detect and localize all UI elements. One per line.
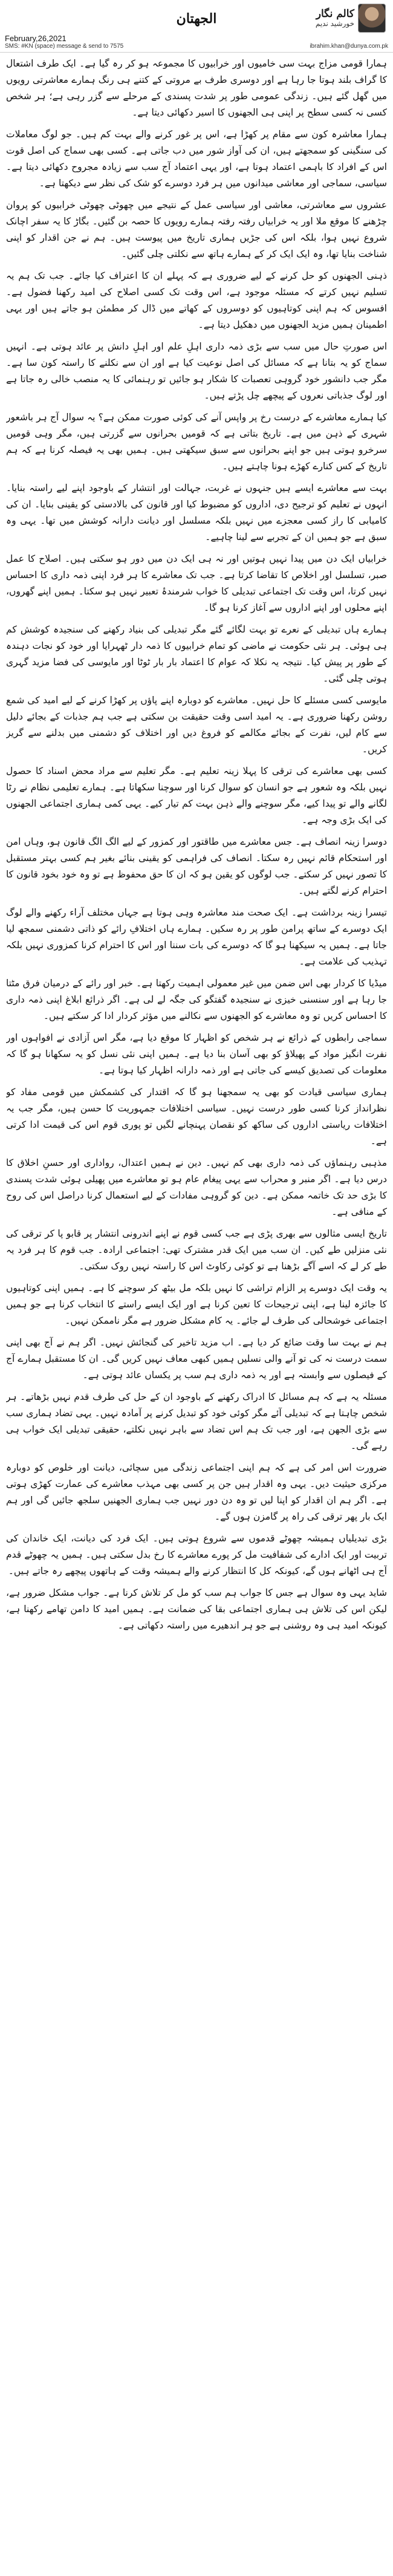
article-paragraph: عشروں سے معاشرتی، معاشی اور سیاسی عمل کے نتیجے میں چھوٹی چھوٹی خرابیوں کو پروان چڑھنے کا موقع ملا اور یہ خرابیاں رفتہ رفتہ ہمارے رویوں کا حصہ بن گئیں۔ بگاڑ کا یہ سفر اچانک شروع نہیں ہوا، بلکہ اس کی جڑیں ہماری تاریخ میں پیوست ہیں۔ ہم نے جن اقدار کو اپنی شناخت بنایا تھا، وہ ایک ایک کر کے ہمارے ہاتھ سے نکلتی چلی گئیں۔ [6,200,387,259]
column-name: کالم نگار [316,8,354,21]
article-paragraph: دوسرا زینہ انصاف ہے۔ جس معاشرے میں طاقتور اور کمزور کے لیے الگ الگ قانون ہو، وہاں امن اور استحکام قائم نہیں رہ سکتا۔ انصاف کی فراہمی کو یقینی بنائے بغیر ہم کسی بہتر مستقبل کا تصور نہیں کر سکتے۔ جب لوگوں کو یقین ہو کہ ان کا حق محفوظ ہے تو وہ خود بخود قانون کا احترام کرنے لگتے ہیں۔ [6,836,387,896]
article-paragraph: شاید یہی وہ سوال ہے جس کا جواب ہم سب کو مل کر تلاش کرنا ہے۔ جواب مشکل ضرور ہے، لیکن اس کی تلاش ہی ہماری اجتماعی بقا کی ضمانت ہے۔ ہمیں امید کا دامن تھامے رکھنا ہے، کیونکہ امید ہی وہ روشنی ہے جو ہر اندھیرے میں راستہ دکھاتی ہے۔ [6,1587,387,1631]
article-paragraph: بڑی تبدیلیاں ہمیشہ چھوٹے قدموں سے شروع ہوتی ہیں۔ ایک فرد کی دیانت، ایک خاندان کی تربیت اور ایک ادارے کی شفافیت مل کر پورے معاشرے کا رخ بدل سکتی ہیں۔ ہمیں یہ چھوٹے قدم آج ہی اٹھانے ہوں گے، کیونکہ کل کا انتظار کرنے والے ہمیشہ وقت کے ہاتھوں پیچھے رہ جاتے ہیں۔ [6,1533,387,1576]
article-paragraph: ذہنی الجھنوں کو حل کرنے کے لیے ضروری ہے کہ پہلے ان کا اعتراف کیا جائے۔ جب تک ہم یہ تسلیم نہیں کرتے کہ مسئلہ موجود ہے، اس وقت تک کسی اصلاح کی امید رکھنا فضول ہے۔ افسوس کہ ہم اپنی کوتاہیوں کو دوسروں کے کھاتے میں ڈال کر مطمئن ہو جاتے ہیں اور یہی اطمینان ہمیں مزید الجھنوں میں دھکیل دیتا ہے۔ [6,270,387,330]
article-paragraph: تاریخ ایسی مثالوں سے بھری پڑی ہے جب کسی قوم نے اپنے اندرونی انتشار پر قابو پا کر ترقی کی نئی منزلیں طے کیں۔ ان سب میں ایک قدر مشترک تھی: اجتماعی ارادہ۔ جب قوم کا ہر فرد یہ طے کر لے کہ اسے آگے بڑھنا ہے تو کوئی رکاوٹ اس کا راستہ نہیں روک سکتی۔ [6,1228,387,1272]
article-paragraph: خرابیاں ایک دن میں پیدا نہیں ہوتیں اور نہ ہی ایک دن میں دور ہو سکتی ہیں۔ اصلاح کا عمل صبر، تسلسل اور اخلاص کا تقاضا کرتا ہے۔ جب تک معاشرے کا ہر فرد اپنی ذمہ داری کا احساس نہیں کرتا، اس وقت تک اجتماعی تبدیلی کا خواب شرمندۂ تعبیر نہیں ہو سکتا۔ ہمیں اپنے گھروں، اپنے محلوں اور اپنے اداروں سے آغاز کرنا ہو گا۔ [6,553,387,613]
meta-row [5,34,388,50]
article-paragraph: ضرورت اس امر کی ہے کہ ہم اپنی اجتماعی زندگی میں سچائی، دیانت اور خلوص کو دوبارہ مرکزی حیثیت دیں۔ یہی وہ اقدار ہیں جن پر کسی بھی مہذب معاشرے کی عمارت کھڑی ہوتی ہے۔ اگر ہم ان اقدار کو اپنا لیں تو وہ دن دور نہیں جب ہماری الجھنیں سلجھ جائیں گی اور ہم ایک بار پھر ترقی کی راہ پر گامزن ہوں گے۔ [6,1462,387,1522]
article-paragraph: ہماری سیاسی قیادت کو بھی یہ سمجھنا ہو گا کہ اقتدار کی کشمکش میں قومی مفاد کو نظرانداز کرنا کسی طور درست نہیں۔ سیاسی اختلافات جمہوریت کا حسن ہیں، مگر جب یہ اختلافات ریاستی اداروں کی ساکھ کو نقصان پہنچانے لگیں تو پوری قوم اس کی قیمت ادا کرتی ہے۔ [6,1087,387,1147]
author-name: خورشید ندیم [315,19,354,28]
article-paragraph: کسی بھی معاشرے کی ترقی کا پہلا زینہ تعلیم ہے۔ مگر تعلیم سے مراد محض اسناد کا حصول نہیں بلکہ وہ شعور ہے جو انسان کو سوال کرنا اور سوچنا سکھاتا ہے۔ ہمارے تعلیمی نظام نے رٹا لگانے والے تو پیدا کیے، مگر سوچنے والے ذہن بہت کم تیار کیے۔ یہی کمی ہماری اجتماعی الجھنوں کی ایک بڑی وجہ ہے۔ [6,766,387,825]
article-paragraph: اس صورتِ حال میں سب سے بڑی ذمہ داری اہلِ علم اور اہلِ دانش پر عائد ہوتی ہے۔ انہیں سماج کو یہ بتانا ہے کہ مسائل کی اصل نوعیت کیا ہے اور ان سے نکلنے کا راستہ کون سا ہے۔ مگر جب دانشور خود گروہی تعصبات کا شکار ہو جائیں تو رہنمائی کا یہ منصب خالی رہ جاتا ہے اور لوگ جذباتی نعروں کے پیچھے چل پڑتے ہیں۔ [6,341,387,401]
column-header [0,0,393,53]
article-paragraph: مذہبی رہنماؤں کی ذمہ داری بھی کم نہیں۔ دین نے ہمیں اعتدال، رواداری اور حسنِ اخلاق کا درس دیا ہے۔ اگر منبر و محراب سے یہی پیغام عام ہو تو معاشرے میں پھیلی ہوئی شدت پسندی کا بڑی حد تک خاتمہ ممکن ہے۔ دین کو گروہی مفادات کے لیے استعمال کرنا دراصل اس کی روح کے منافی ہے۔ [6,1157,387,1217]
article-paragraph: ہمارے ہاں تبدیلی کے نعرے تو بہت لگائے گئے مگر تبدیلی کی بنیاد رکھنے کی سنجیدہ کوشش کم ہی ہوئی۔ ہر نئی حکومت نے ماضی کو تمام خرابیوں کا ذمہ دار ٹھہرایا اور خود کو نجات دہندہ کے طور پر پیش کیا۔ نتیجہ یہ نکلا کہ عوام کا اعتماد بار بار ٹوٹا اور مایوسی کی فضا مزید گہری ہوتی چلی گئی۔ [6,624,387,684]
article-paragraph: تیسرا زینہ برداشت ہے۔ ایک صحت مند معاشرہ وہی ہوتا ہے جہاں مختلف آراء رکھنے والے لوگ ایک دوسرے کے ساتھ پرامن طور پر رہ سکیں۔ ہمارے ہاں اختلافِ رائے کو ذاتی دشمنی سمجھ لیا جاتا ہے۔ ہمیں یہ سیکھنا ہو گا کہ دوسرے کی بات سننا اور اس کا احترام کرنا کمزوری نہیں بلکہ تہذیب کی علامت ہے۔ [6,907,387,967]
author-email[interactable]: ibrahim.khan@dunya.com.pk [310,43,388,50]
article-paragraph: میڈیا کا کردار بھی اس ضمن میں غیر معمولی اہمیت رکھتا ہے۔ خبر اور رائے کے درمیان فرق مٹتا جا رہا ہے اور سنسنی خیزی نے سنجیدہ گفتگو کی جگہ لے لی ہے۔ اگر ذرائع ابلاغ اپنی ذمہ داری کا احساس کریں تو وہ معاشرے کو الجھنوں سے نکالنے میں مؤثر کردار ادا کر سکتے ہیں۔ [6,978,387,1021]
publish-date: February,26,2021 [5,34,67,43]
article-paragraph: ہمارا معاشرہ کون سے مقام پر کھڑا ہے، اس پر غور کرنے والے بہت کم ہیں۔ جو لوگ معاملات کی سنگینی کو سمجھتے ہیں، ان کی آواز شور میں دب جاتی ہے۔ کسی بھی سماج کی اصل قوت اس کے افراد کا باہمی اعتماد ہوتا ہے، اور یہی اعتماد آج سب سے زیادہ مجروح دکھائی دیتا ہے۔ سیاسی، سماجی اور معاشی میدانوں میں ہر فرد دوسرے کو شک کی نظر سے دیکھتا ہے۔ [6,129,387,189]
article-paragraph: سماجی رابطوں کے ذرائع نے ہر شخص کو اظہار کا موقع دیا ہے، مگر اس آزادی نے افواہوں اور نفرت انگیز مواد کے پھیلاؤ کو بھی آسان بنا دیا ہے۔ ہمیں اپنی نئی نسل کو یہ سکھانا ہو گا کہ معلومات کی تصدیق کیسے کی جاتی ہے اور ذمہ دارانہ اظہار کیا ہوتا ہے۔ [6,1032,387,1076]
article-body [6,56,387,2571]
article-paragraph: ہم نے بہت سا وقت ضائع کر دیا ہے۔ اب مزید تاخیر کی گنجائش نہیں۔ اگر ہم نے آج بھی اپنی سمت درست نہ کی تو آنے والی نسلیں ہمیں کبھی معاف نہیں کریں گی۔ ان کا مستقبل ہمارے آج کے فیصلوں سے وابستہ ہے اور یہ ذمہ داری ہم سب پر یکساں عائد ہوتی ہے۔ [6,1337,387,1381]
article-paragraph: مایوسی کسی مسئلے کا حل نہیں۔ معاشرے کو دوبارہ اپنے پاؤں پر کھڑا کرنے کے لیے امید کی شمع روشن رکھنا ضروری ہے۔ یہ امید اسی وقت حقیقت بن سکتی ہے جب ہم جذبات کے بجائے دلیل سے کام لیں، نفرت کے بجائے مکالمے کو فروغ دیں اور اختلاف کو دشمنی میں بدلنے سے گریز کریں۔ [6,695,387,755]
article-paragraph: مسئلہ یہ ہے کہ ہم مسائل کا ادراک رکھنے کے باوجود ان کے حل کی طرف قدم نہیں بڑھاتے۔ ہر شخص چاہتا ہے کہ تبدیلی آئے مگر کوئی خود کو تبدیل کرنے پر آمادہ نہیں۔ یہی تضاد ہماری سب سے بڑی الجھن ہے، اور جب تک ہم اس تضاد سے باہر نہیں نکلتے، حقیقی تبدیلی ایک خواب ہی رہے گی۔ [6,1391,387,1451]
article-paragraph: یہ وقت ایک دوسرے پر الزام تراشی کا نہیں بلکہ مل بیٹھ کر سوچنے کا ہے۔ ہمیں اپنی کوتاہیوں کا جائزہ لینا ہے، اپنی ترجیحات کا تعین کرنا ہے اور ایک ایسے راستے کا انتخاب کرنا ہے جو ہمیں اجتماعی خوشحالی کی طرف لے جائے۔ یہ کام مشکل ضرور ہے مگر ناممکن نہیں۔ [6,1283,387,1326]
article-headline: الجھتان [176,11,217,27]
article-paragraph: ہمارا قومی مزاج بہت سی خامیوں اور خرابیوں کا مجموعہ ہو کر رہ گیا ہے۔ ایک طرف اشتعال کا گراف بلند ہوتا جا رہا ہے اور دوسری طرف بے مروتی کے کتنے ہی رنگ ہمارے معاشرتی رویوں میں گھل گئے ہیں۔ زندگی عمومی طور پر شدت پسندی کے مرحلے سے گزر رہی ہے؛ ہر شخص کسی نہ کسی سطح پر اپنی ہی الجھنوں کا اسیر دکھائی دیتا ہے۔ [6,58,387,118]
sms-info: SMS: #KN (space) message & send to 7575 [5,43,124,50]
article-paragraph: بہت سے معاشرے ایسے ہیں جنہوں نے غربت، جہالت اور انتشار کے باوجود اپنے لیے راستہ بنایا۔ انہوں نے تعلیم کو ترجیح دی، اداروں کو مضبوط کیا اور قانون کی بالادستی کو یقینی بنایا۔ ان کی کامیابی کا راز کسی معجزے میں نہیں بلکہ مسلسل اور دیانت دارانہ کوشش میں تھا۔ یہی وہ سبق ہے جو ہمیں ان کے تجربے سے لینا چاہیے۔ [6,483,387,542]
article-paragraph: کیا ہمارے معاشرے کے درست رخ پر واپس آنے کی کوئی صورت ممکن ہے؟ یہ سوال آج ہر باشعور شہری کے ذہن میں ہے۔ تاریخ بتاتی ہے کہ قومیں بحرانوں سے گزرتی ہیں، مگر وہی قومیں سرخرو ہوتی ہیں جو اپنے بحرانوں سے سبق سیکھتی ہیں۔ ہمیں بھی یہ فیصلہ کرنا ہے کہ ہم تاریخ کے کس کنارے کھڑے ہونا چاہتے ہیں۔ [6,412,387,472]
